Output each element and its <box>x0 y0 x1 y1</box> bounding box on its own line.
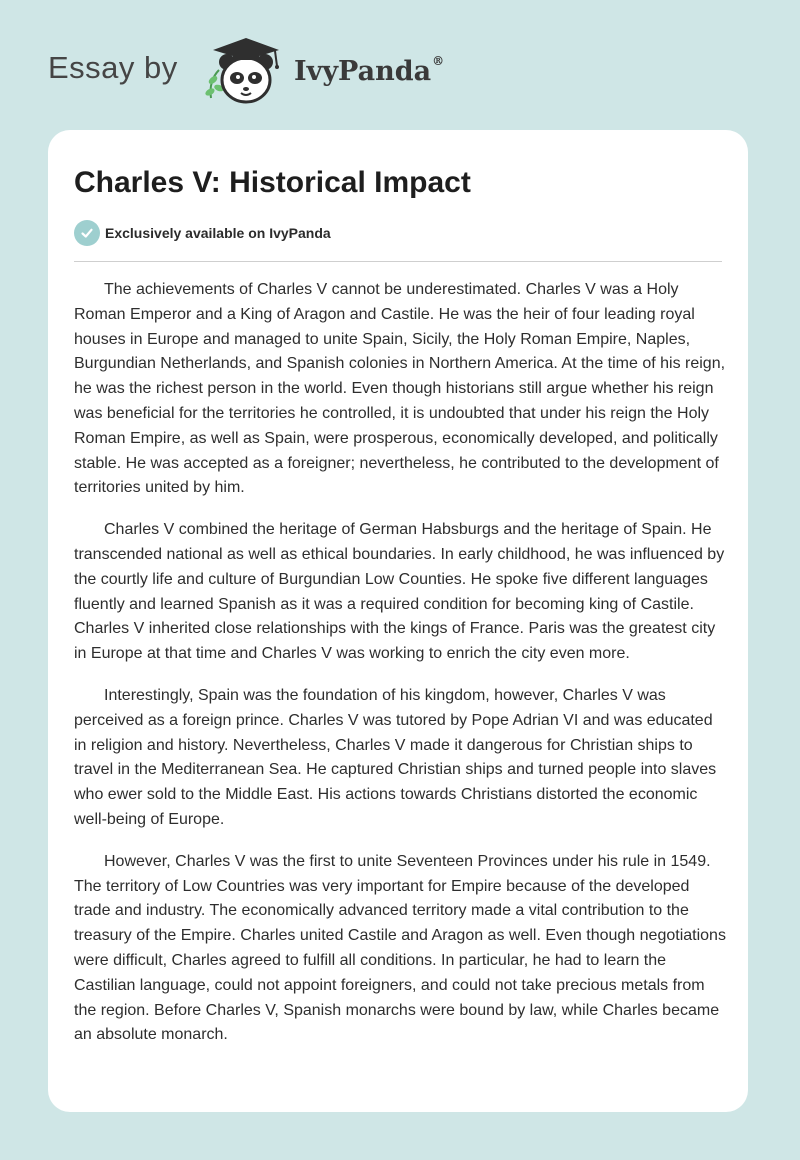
paragraph: The achievements of Charles V cannot be underestimated. Charles V was a Holy Roman Emperor and a King of Aragon and Castile. He was the heir of four leading royal houses in Europe and managed to unite Spain, Sicily, the Holy Roman Empire, Naples, Burgundian Netherlands, and Spanish colonies in Northern America. At the time of his reign, he was the richest person in the world. Even though historians still argue whether his reign was beneficial for the territories he controlled, it is undoubted that under his reign the Holy Roman Empire, as well as Spain, were prosperous, economically developed, and politically stable. He was accepted as a foreigner; nevertheless, he contributed to the development of territories united by him. <box>74 281 726 497</box>
brand-text: IvyPanda <box>294 56 432 87</box>
exclusive-badge <box>74 220 331 246</box>
page-title: Charles V: Historical Impact <box>74 166 471 199</box>
paragraph: However, Charles V was the first to unite Seventeen Provinces under his rule in 1549. The territory of Low Countries was very important for Empire because of the developed trade and industry. The economically advanced territory made a vital contribution to the treasury of the Empire. Charles united Castile and Aragon as well. Even though negotiations were difficult, Charles agreed to fulfill all conditions. In particular, he had to learn the Castilian language, could not appoint foreigners, and could not take precious metals from the region. Before Charles V, Spanish monarchs were bound by law, while Charles became an absolute monarch. <box>74 852 726 1044</box>
panda-graduate-icon[interactable] <box>203 36 291 108</box>
check-circle-icon <box>74 220 100 246</box>
essay-card <box>48 130 748 1112</box>
paragraph: Interestingly, Spain was the foundation of his kingdom, however, Charles V was perceived as a foreign prince. Charles V was tutored by Pope Adrian VI and was educated in religion and history. Nevertheless, Charles V made it dangerous for Christian ships to travel in the Mediterranean Sea. He captured Christian ships and turned people into slaves who ewer sold to the Middle East. His actions towards Christians distorted the economic well-being of Europe. <box>74 686 717 828</box>
divider <box>74 261 722 262</box>
registered-mark: ® <box>432 54 445 68</box>
brand-name[interactable] <box>294 56 444 87</box>
essay-body <box>74 278 726 1065</box>
exclusive-label: Exclusively available on IvyPanda <box>105 225 331 241</box>
paragraph: Charles V combined the heritage of German Habsburgs and the heritage of Spain. He transcended national as well as ethical boundaries. In early childhood, he was influenced by the courtly life and culture of Burgundian Low Counties. He spoke five different languages fluently and learned Spanish as it was a required condition for becoming king of Castile. Charles V inherited close relationships with the kings of France. Paris was the greatest city in Europe at that time and Charles V was working to enrich the city even more. <box>74 521 725 663</box>
site-header <box>48 36 548 106</box>
essay-by-label: Essay by <box>48 50 178 85</box>
